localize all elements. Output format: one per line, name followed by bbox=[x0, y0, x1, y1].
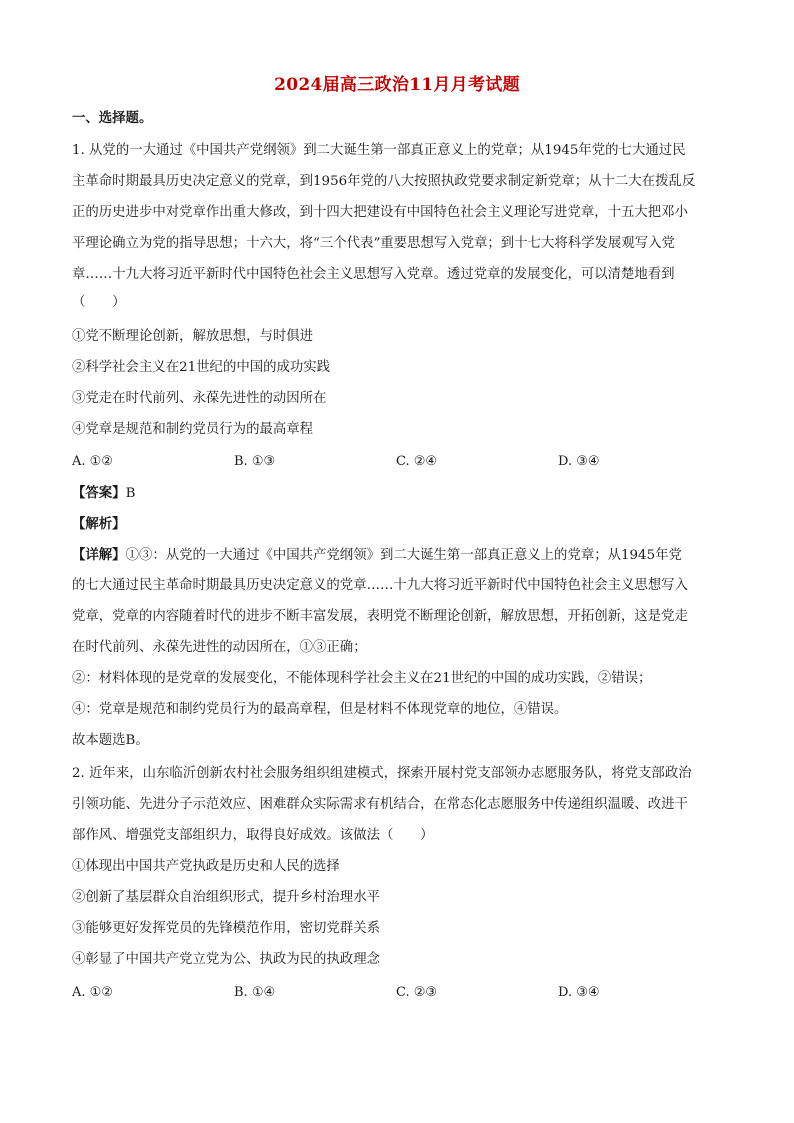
q2-option-b: B. ①④ bbox=[234, 985, 276, 1000]
q1-option-d: D. ③④ bbox=[558, 454, 600, 469]
q1-stem-line: 主革命时期最具历史决定意义的党章，到1956年党的八大按照执政党要求制定新党章；从十二大在拨乱反 bbox=[72, 174, 696, 189]
q1-detail-line bbox=[72, 545, 732, 566]
q2-statement: ④彰显了中国共产党立党为公、执政为民的执政理念 bbox=[72, 952, 380, 967]
q2-stem-line: 引领功能、先进分子示范效应、困难群众实际需求有机结合，在常态化志愿服务中传递组织温暖、改进干 bbox=[72, 797, 688, 812]
q1-option-c: C. ②④ bbox=[396, 454, 438, 469]
q1-blank-bracket: （ ） bbox=[72, 295, 126, 310]
q1-option-a: A. ①② bbox=[72, 454, 113, 469]
q2-options bbox=[72, 983, 732, 1003]
q2-option-c: C. ②③ bbox=[396, 985, 438, 1000]
q1-statement: ④党章是规范和制约党员行为的最高章程 bbox=[72, 422, 314, 437]
q1-detail-line: ④：党章是规范和制约党员行为的最高章程，但是材料不体现党章的地位，④错误。 bbox=[72, 702, 568, 717]
q1-stem-line: 章……十九大将习近平新时代中国特色社会主义思想写入党章。透过党章的发展变化，可以清楚地看到 bbox=[72, 267, 675, 282]
q1-stem-line: 1. 从党的一大通过《中国共产党纲领》到二大诞生第一部真正意义上的党章；从1945年党的七大通过民 bbox=[72, 143, 686, 158]
analysis-label: 【解析】 bbox=[72, 516, 126, 532]
q1-statement: ③党走在时代前列、永葆先进性的动因所在 bbox=[72, 391, 327, 406]
section-heading: 一、选择题。 bbox=[72, 110, 153, 126]
q2-stem-line: 部作风、增强党支部组织力，取得良好成效。该做法（ ） bbox=[72, 828, 434, 843]
q1-options bbox=[72, 452, 732, 472]
q2-option-d: D. ③④ bbox=[558, 985, 600, 1000]
q1-answer bbox=[72, 483, 732, 504]
q1-statement: ①党不断理论创新，解放思想，与时俱进 bbox=[72, 329, 314, 344]
q1-detail-line: 党章，党章的内容随着时代的进步不断丰富发展，表明党不断理论创新，解放思想，开拓创新，这是党走 bbox=[72, 609, 688, 624]
detail-label: 【详解】 bbox=[72, 547, 126, 563]
q2-statement: ②创新了基层群众自治组织形式，提升乡村治理水平 bbox=[72, 890, 380, 905]
answer-value: B bbox=[125, 486, 136, 501]
q1-stem-line: 正的历史进步中对党章作出重大修改，到十四大把建设有中国特色社会主义理论写进党章，十五大把邓小 bbox=[72, 205, 688, 220]
q2-statement: ③能够更好发挥党员的先锋模范作用，密切党群关系 bbox=[72, 921, 380, 936]
answer-label: 【答案】 bbox=[72, 485, 126, 501]
q1-detail-line: 的七大通过民主革命时期最具历史决定意义的党章……十九大将习近平新时代中国特色社会主义思想写入 bbox=[72, 578, 688, 593]
q1-statement: ②科学社会主义在21世纪的中国的成功实践 bbox=[72, 360, 331, 375]
page-title: 2024届高三政治11月月考试题 bbox=[274, 75, 520, 95]
q2-stem-line: 2. 近年来，山东临沂创新农村社会服务组织组建模式，探索开展村党支部领办志愿服务队，将党支部政治 bbox=[72, 766, 692, 781]
q1-detail-line: 在时代前列、永葆先进性的动因所在，①③正确； bbox=[72, 640, 367, 655]
q1-option-b: B. ①③ bbox=[234, 454, 276, 469]
q1-detail-line: ②：材料体现的是党章的发展变化，不能体现科学社会主义在21世纪的中国的成功实践，②错误； bbox=[72, 671, 652, 686]
q2-option-a: A. ①② bbox=[72, 985, 113, 1000]
q1-conclusion: 故本题选B。 bbox=[72, 733, 149, 748]
q2-statement: ①体现出中国共产党执政是历史和人民的选择 bbox=[72, 859, 340, 874]
detail-text: ①③：从党的一大通过《中国共产党纲领》到二大诞生第一部真正意义上的党章；从1945年党 bbox=[125, 548, 682, 563]
q1-stem-line: 平理论确立为党的指导思想；十六大，将“三个代表”重要思想写入党章；到十七大将科学发展观写入党 bbox=[72, 236, 675, 251]
